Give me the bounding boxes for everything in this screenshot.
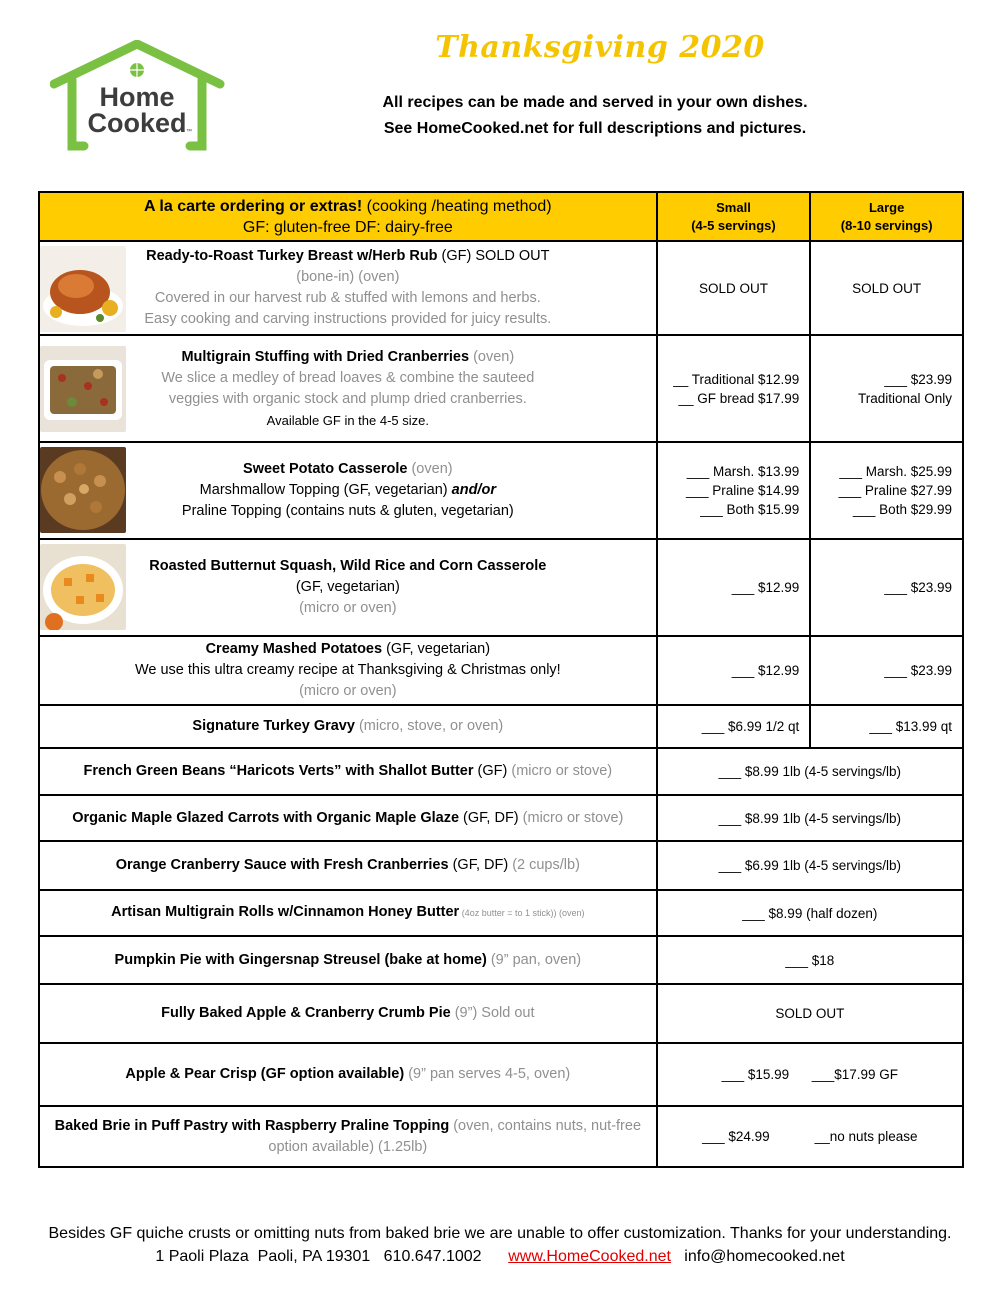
dish-name: Orange Cranberry Sauce with Fresh Cranberries [115, 857, 449, 873]
dish-cell [39, 442, 657, 539]
turkey-photo [40, 246, 126, 332]
subtitle-line2: See HomeCooked.net for full descriptions and pictures. [383, 120, 807, 137]
dish-method: (micro or oven) [299, 683, 397, 699]
large-price-option: ___ Marsh. $25.99 [839, 464, 952, 479]
table-row [39, 335, 963, 442]
footer-email: info@homecooked.net [670, 1248, 845, 1265]
dish-method: (9”) Sold out [450, 1005, 535, 1021]
large-price-option: ___ Both $29.99 [852, 502, 952, 517]
dish-name: Pumpkin Pie with Gingersnap Streusel (bake at home) [114, 951, 487, 968]
table-row [39, 241, 963, 335]
page-subtitle [340, 90, 850, 142]
dish-name: Sweet Potato Casserole [243, 461, 408, 477]
dish-name: Creamy Mashed Potatoes [205, 641, 383, 657]
combined-price: ___ $15.99 ___$17.99 GF [657, 1043, 963, 1106]
header-description-cell [39, 192, 657, 241]
dish-name: French Green Beans “Haricots Verts” with Shallot Butter [83, 763, 474, 779]
large-price [810, 442, 963, 539]
subtitle-line1: All recipes can be made and served in your own dishes. [382, 94, 808, 111]
dish-method: (micro or stove) [518, 809, 624, 826]
combined-price: ___ $8.99 1lb (4-5 servings/lb) [657, 795, 963, 841]
dish-cell [39, 1106, 657, 1167]
dish-name: Organic Maple Glazed Carrots with Organic Maple Glaze [72, 809, 460, 826]
header-legend: GF: gluten-free DF: dairy-free [242, 218, 453, 236]
small-price-option: ___ Both $15.99 [700, 502, 800, 517]
combined-price: ___ $8.99 (half dozen) [657, 890, 963, 936]
dish-cell [39, 936, 657, 984]
dish-tags: (GF) [473, 763, 508, 779]
small-price-option: __ GF bread $17.99 [678, 390, 800, 406]
dish-description: We use this ultra creamy recipe at Thanksgiving & Christmas only! [134, 662, 561, 678]
table-row [39, 1043, 963, 1106]
page-title: Thanksgiving 2020 [435, 30, 765, 65]
small-price: ___ $12.99 [657, 539, 811, 636]
dish-tags: (GF) SOLD OUT [437, 248, 550, 264]
dish-tags: (GF, vegetarian) [295, 579, 400, 595]
dish-cell [39, 636, 657, 705]
large-price-option: Traditional Only [857, 390, 952, 406]
dish-cell [39, 539, 657, 636]
house-logo-icon [50, 40, 225, 155]
table-row [39, 1106, 963, 1167]
dish-description: veggies with organic stock and plump dried cranberries. [168, 390, 527, 407]
butternut-squash-photo [40, 544, 126, 630]
sweet-potato-photo [40, 447, 126, 533]
menu-table [38, 191, 964, 1168]
dish-tags: (GF, DF) [448, 857, 509, 873]
table-row [39, 890, 963, 936]
logo-tm: ™ [186, 129, 192, 135]
page-footer [0, 1222, 1000, 1268]
dish-method: (micro or stove) [507, 763, 613, 779]
logo-line1: Home [99, 82, 175, 112]
small-price: ___ $6.99 1/2 qt [657, 705, 811, 748]
large-label: Large [868, 199, 905, 215]
table-row [39, 748, 963, 795]
large-price: ___ $23.99 [810, 636, 963, 705]
small-price [657, 442, 811, 539]
combined-price: SOLD OUT [657, 984, 963, 1043]
dish-option: Marshmallow Topping (GF, vegetarian) [199, 482, 452, 498]
combined-price: ___ $24.99 __no nuts please [657, 1106, 963, 1167]
dish-name: Artisan Multigrain Rolls w/Cinnamon Honey Butter [111, 904, 460, 920]
table-row [39, 841, 963, 890]
dish-conjunction: and/or [451, 482, 496, 498]
dish-name: Baked Brie in Puff Pastry with Raspberry Praline Topping [54, 1117, 450, 1134]
dish-name: Apple & Pear Crisp (GF option available) [125, 1066, 405, 1082]
table-row [39, 705, 963, 748]
dish-tags: (oven) [407, 461, 453, 477]
header-bold-label: A la carte ordering or extras! [144, 197, 363, 215]
dish-tags: (GF, DF) [459, 809, 519, 826]
dish-method: (9” pan serves 4-5, oven) [404, 1066, 571, 1082]
dish-description: Covered in our harvest rub & stuffed with lemons and herbs. [154, 290, 541, 306]
dish-tags: (oven) [469, 348, 515, 365]
large-sublabel: (8-10 servings) [840, 217, 933, 233]
large-price: ___ $13.99 qt [810, 705, 963, 748]
dish-note: Available GF in the 4-5 size. [266, 412, 429, 428]
small-price-option: __ Traditional $12.99 [673, 371, 800, 387]
dish-tags: (GF, vegetarian) [382, 641, 491, 657]
large-price-option: ___ Praline $27.99 [838, 483, 952, 498]
dish-description: Easy cooking and carving instructions provided for juicy results. [144, 311, 552, 327]
dish-option: Praline Topping (contains nuts & gluten, vegetarian) [181, 503, 514, 519]
dish-method: (2 cups/lb) [508, 857, 580, 873]
dish-name: Signature Turkey Gravy [192, 718, 355, 734]
home-cooked-logo [50, 40, 225, 155]
dish-cell [39, 841, 657, 890]
table-row [39, 636, 963, 705]
large-price: ___ $23.99 [810, 539, 963, 636]
dish-name: Ready-to-Roast Turkey Breast w/Herb Rub [146, 248, 438, 264]
header-small-cell [657, 192, 811, 241]
dish-cell [39, 241, 657, 335]
combined-price: ___ $18 [657, 936, 963, 984]
table-row [39, 936, 963, 984]
large-price-option: ___ $23.99 [884, 371, 952, 387]
dish-name: Roasted Butternut Squash, Wild Rice and Corn Casserole [149, 558, 547, 574]
table-row [39, 539, 963, 636]
dish-method: (4oz butter = to 1 stick)) (oven) [459, 908, 585, 918]
table-row [39, 442, 963, 539]
small-price: SOLD OUT [657, 241, 811, 335]
header-large-cell [810, 192, 963, 241]
combined-price: ___ $8.99 1lb (4-5 servings/lb) [657, 748, 963, 795]
footer-address: 1 Paoli Plaza Paoli, PA 19301 610.647.1002 [155, 1248, 509, 1265]
combined-price: ___ $6.99 1lb (4-5 servings/lb) [657, 841, 963, 890]
website-link[interactable]: www.HomeCooked.net [508, 1248, 671, 1265]
footer-disclaimer: Besides GF quiche crusts or omitting nuts from baked brie we are unable to offer customization. Thanks for your understanding. [48, 1225, 952, 1242]
header-method-label: (cooking /heating method) [362, 197, 552, 215]
stuffing-photo [40, 346, 126, 432]
dish-cell [39, 890, 657, 936]
table-row [39, 795, 963, 841]
small-price [657, 335, 811, 442]
dish-name: Multigrain Stuffing with Dried Cranberries [181, 348, 470, 365]
dish-method: (micro or oven) [299, 600, 397, 616]
small-label: Small [716, 199, 751, 215]
small-price: ___ $12.99 [657, 636, 811, 705]
dish-description: We slice a medley of bread loaves & combine the sauteed [161, 369, 535, 386]
large-price: SOLD OUT [810, 241, 963, 335]
table-row [39, 984, 963, 1043]
dish-cell [39, 335, 657, 442]
dish-cell [39, 705, 657, 748]
small-price-option: ___ Marsh. $13.99 [686, 464, 800, 479]
dish-cell [39, 1043, 657, 1106]
dish-method: (9” pan, oven) [486, 951, 582, 968]
dish-method: (micro, stove, or oven) [354, 718, 504, 734]
dish-cell [39, 748, 657, 795]
small-price-option: ___ Praline $14.99 [685, 483, 800, 498]
dish-detail: (bone-in) (oven) [296, 269, 400, 285]
dish-method: (oven, contains nuts, nut-free option available) (1.25lb) [268, 1117, 642, 1155]
dish-cell [39, 795, 657, 841]
dish-name: Fully Baked Apple & Cranberry Crumb Pie [161, 1005, 451, 1021]
large-price [810, 335, 963, 442]
small-sublabel: (4-5 servings) [691, 217, 776, 233]
table-header-row [39, 192, 963, 241]
dish-cell [39, 984, 657, 1043]
logo-line2: Cooked [87, 108, 187, 138]
